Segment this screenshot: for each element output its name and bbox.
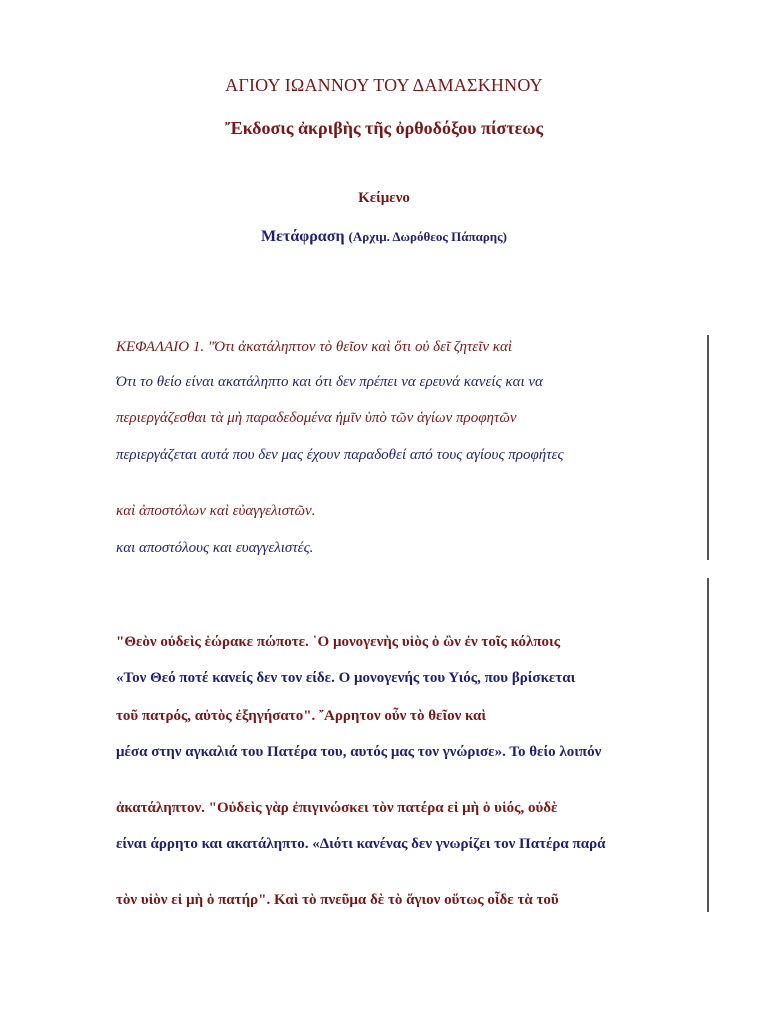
text-label: Κείμενο: [358, 190, 410, 206]
translation-heading: [0, 228, 768, 246]
translator-credit: (Αρχιμ. Δωρόθεος Πάπαρης): [348, 229, 507, 244]
translation-line-5: μέσα στην αγκαλιά του Πατέρα του, αυτός μας τον γνώρισε». Το θείο λοιπόν: [116, 744, 602, 760]
ancient-line-4: "Θεὸν οὐδεὶς ἑώρακε πώποτε. ῾Ο μονογενὴς υἱὸς ὁ ὢν ἐν τοῖς κόλποις: [116, 634, 561, 650]
margin-rule-2: [707, 578, 709, 912]
translation-label: Μετάφραση: [261, 228, 345, 245]
translation-line-6: είναι άρρητο και ακατάληπτο. «Διότι κανένας δεν γνωρίζει τον Πατέρα παρά: [116, 836, 606, 852]
ancient-line-2: περιεργάζεσθαι τὰ μὴ παραδεδομένα ἡμῖν ὑπὸ τῶν ἁγίων προφητῶν: [116, 410, 517, 426]
ancient-line-6: ἀκατάληπτον. "Οὐδεὶς γὰρ ἐπιγινώσκει τὸν πατέρα εἰ μὴ ὁ υἱός, οὐδὲ: [116, 800, 558, 816]
ancient-line-5: τοῦ πατρός, αὐτὸς ἐξηγήσατο". ῎Αρρητον οὖν τὸ θεῖον καὶ: [116, 708, 486, 724]
translation-line-4: «Τον Θεό ποτέ κανείς δεν τον είδε. Ο μονογενής του Υιός, που βρίσκεται: [116, 670, 576, 686]
ancient-line-7: τὸν υἱὸν εἰ μὴ ὁ πατήρ". Καὶ τὸ πνεῦμα δὲ τὸ ἅγιον οὕτως οἶδε τὰ τοῦ: [116, 892, 559, 908]
ancient-line-3: καὶ ἀποστόλων καὶ εὐαγγελιστῶν.: [116, 503, 316, 519]
translation-line-3: και αποστόλους και ευαγγελιστές.: [116, 540, 314, 556]
ancient-line-1: ΚΕΦΑΛΑΙΟ 1. "Ότι ἀκατάληπτον τὸ θεῖον καὶ ὅτι οὐ δεῖ ζητεῖν καὶ: [116, 339, 513, 355]
margin-rule-1: [707, 335, 709, 560]
document-subtitle: Ἔκδοσις ἀκριβὴς τῆς ὀρθοδόξου πίστεως: [224, 118, 544, 138]
document-title: ΑΓΙΟΥ ΙΩΑΝΝΟΥ ΤΟΥ ΔΑΜΑΣΚΗΝΟΥ: [225, 75, 543, 95]
translation-line-2: περιεργάζεται αυτά που δεν μας έχουν παραδοθεί από τους αγίους προφήτες: [116, 447, 564, 463]
translation-line-1: Ότι το θείο είναι ακατάληπτο και ότι δεν πρέπει να ερευνά κανείς και να: [116, 374, 543, 390]
